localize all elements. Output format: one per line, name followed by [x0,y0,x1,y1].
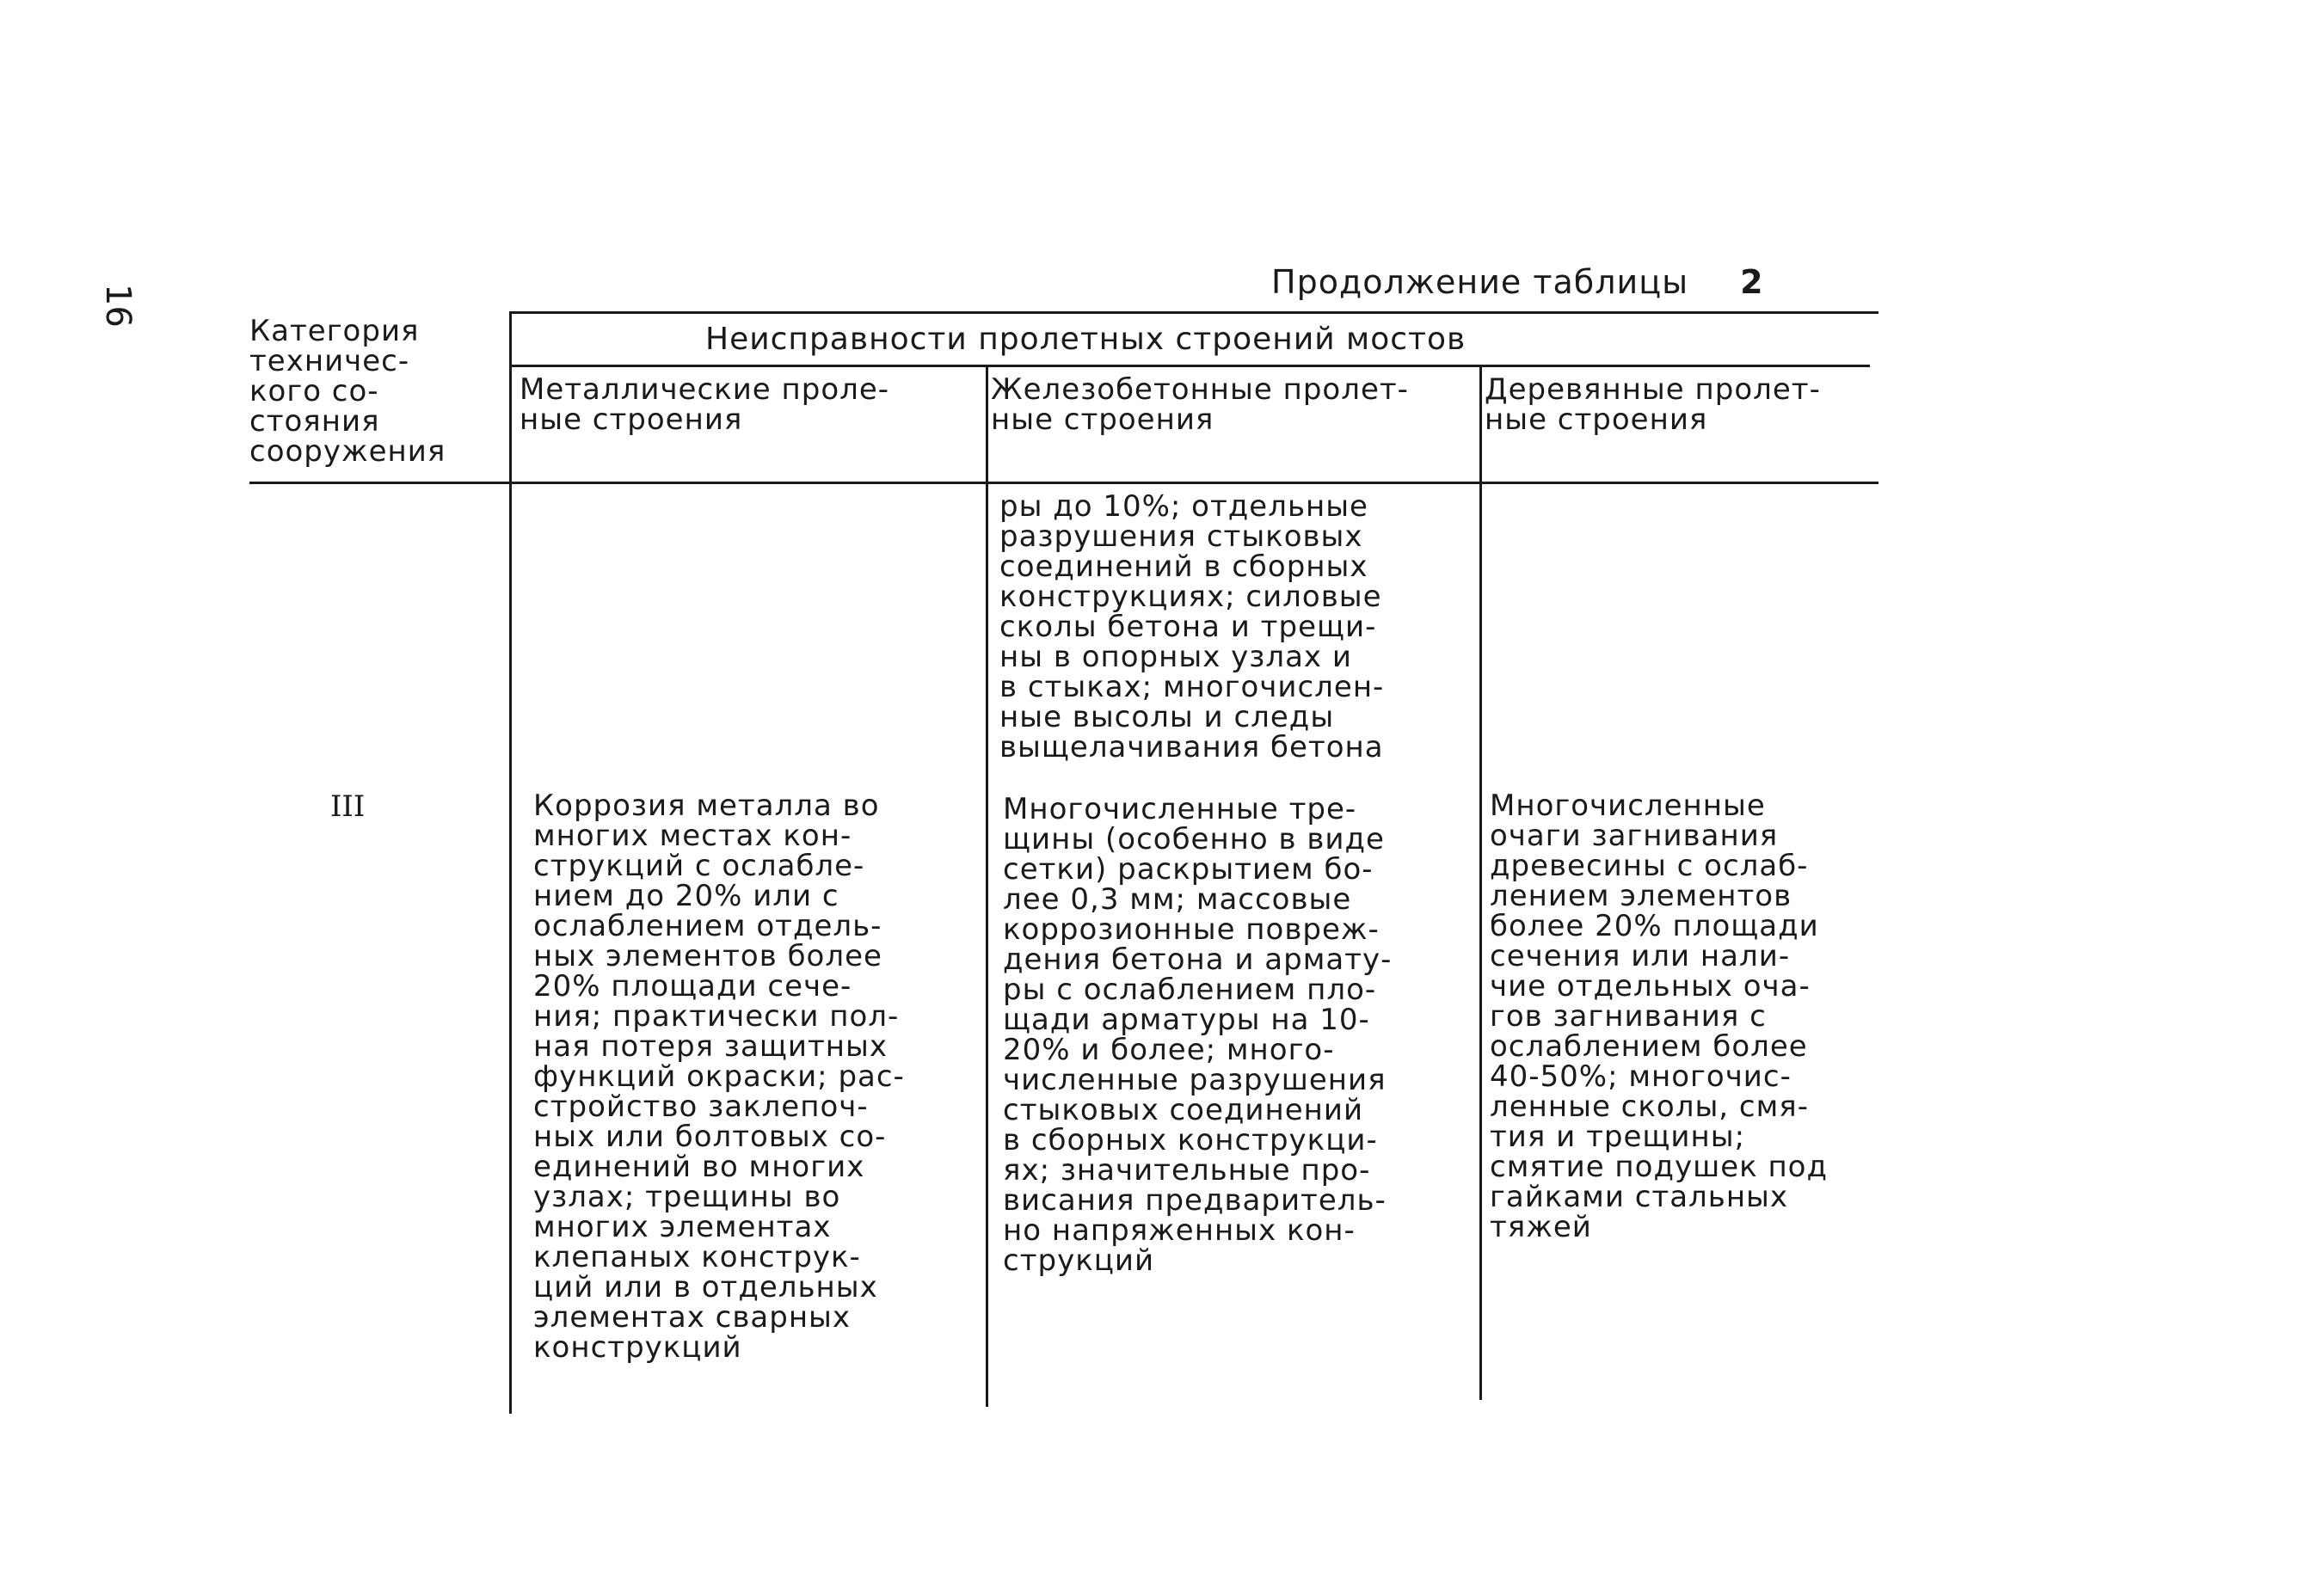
table-number: 2 [1740,263,1764,301]
concrete-continued-text: ры до 10%; отдельные разрушения стыковых соединений в сборных конструкциях; силовые сколы бетона и трещи- ны в опорных узлах и в стыках; многочислен- ные высолы и следы выщелачивания бетона [999,489,1385,764]
group-header-rule [511,365,1870,367]
concrete-column-divider [1479,365,1482,1400]
metal-column-header: Металлические проле- ные строения [520,372,890,437]
concrete-column-header: Железобетонные пролет- ные строения [991,372,1409,437]
continuation-label: Продолжение таблицы [1271,263,1689,301]
category-column-header: Категория техничес- кого со- стояния сооружения [249,314,446,469]
group-column-header: Неисправности пролетных строений мостов [705,322,1467,357]
wooden-column-header: Деревянные пролет- ные строения [1485,372,1821,437]
metal-column-divider [986,365,988,1407]
header-bottom-rule [249,482,1879,484]
category-value: III [330,789,366,824]
category-column-divider [509,311,512,1414]
table-top-rule [511,311,1879,314]
page-number: 16 [98,284,138,328]
concrete-defects-cell: Многочисленные тре- щины (особенно в виде сетки) раскрытием бо- лее 0,3 мм; массовые коррозионные повреж- дения бетона и армату- ры с ослаблением пло- щади арматуры на 10- 20% и более; много- численные разрушения стыковых соединений в сборных конструкци- ях; значительные про- висания предваритель- но напряженных кон- струкций [1003,792,1393,1278]
metal-defects-cell: Коррозия металла во многих местах кон- струкций с ослабле- нием до 20% или с ослаблением отдель- ных элементов более 20% площади сече- ния; практически пол- ная потеря защитных функций окраски; рас- стройство заклепоч- ных или болтовых со- единений во многих узлах; трещины во многих элементах клепаных конструк- ций или в отдельных элементах сварных конструкций [533,789,905,1365]
table-continuation-caption [1271,263,1764,301]
wooden-defects-cell: Многочисленные очаги загнивания древесины с ослаб- лением элементов более 20% площади сечения или нали- чие отдельных оча- гов загнивания с ослаблением более 40-50%; многочис- ленные сколы, смя- тия и трещины; смятие подушек под гайками стальных тяжей [1490,789,1828,1244]
